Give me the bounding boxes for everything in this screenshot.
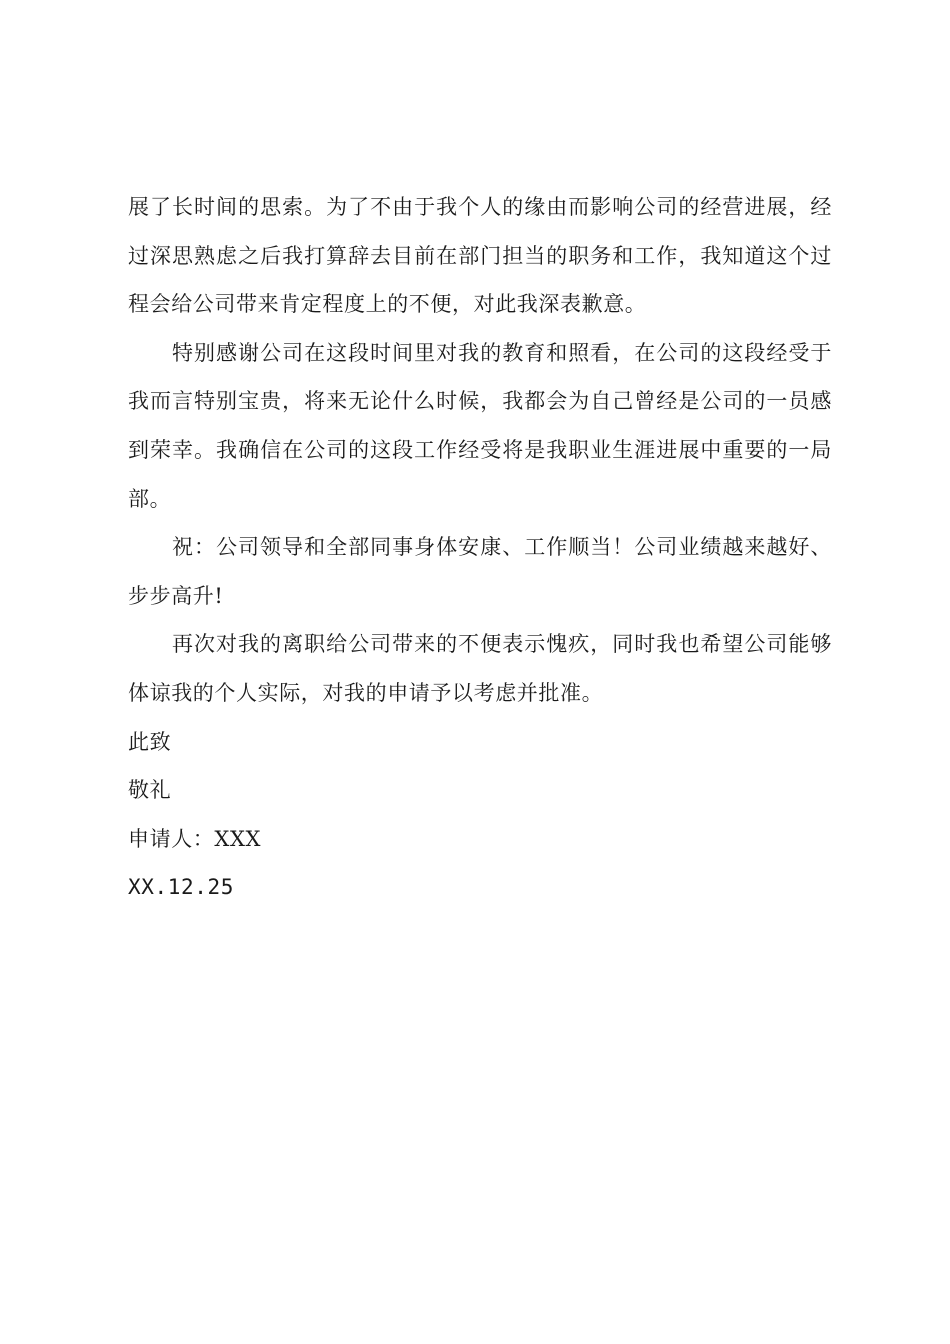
paragraph-thanks: 特别感谢公司在这段时间里对我的教育和照看，在公司的这段经受于我而言特别宝贵，将来无论什么时候，我都会为自己曾经是公司的一员感到荣幸。我确信在公司的这段工作经受将是我职业生涯进展中重要的一局部。 xyxy=(128,340,832,511)
letter-date: XX.12.25 xyxy=(128,875,234,900)
paragraph-wishes: 祝：公司领导和全部同事身体安康、工作顺当！公司业绩越来越好、步步高升! xyxy=(128,535,832,608)
paragraph-apology: 再次对我的离职给公司带来的不便表示愧疚，同时我也希望公司能够体谅我的个人实际，对我的申请予以考虑并批准。 xyxy=(128,632,832,705)
applicant-signature: 申请人：XXX xyxy=(128,826,262,851)
closing-salutation: 此致 xyxy=(128,729,172,754)
paragraph-continuation: 展了长时间的思索。为了不由于我个人的缘由而影响公司的经营进展，经过深思熟虑之后我打算辞去目前在部门担当的职务和工作，我知道这个过程会给公司带来肯定程度上的不便，对此我深表歉意。 xyxy=(128,195,832,317)
closing-regards: 敬礼 xyxy=(128,778,172,803)
letter-body xyxy=(128,183,832,912)
